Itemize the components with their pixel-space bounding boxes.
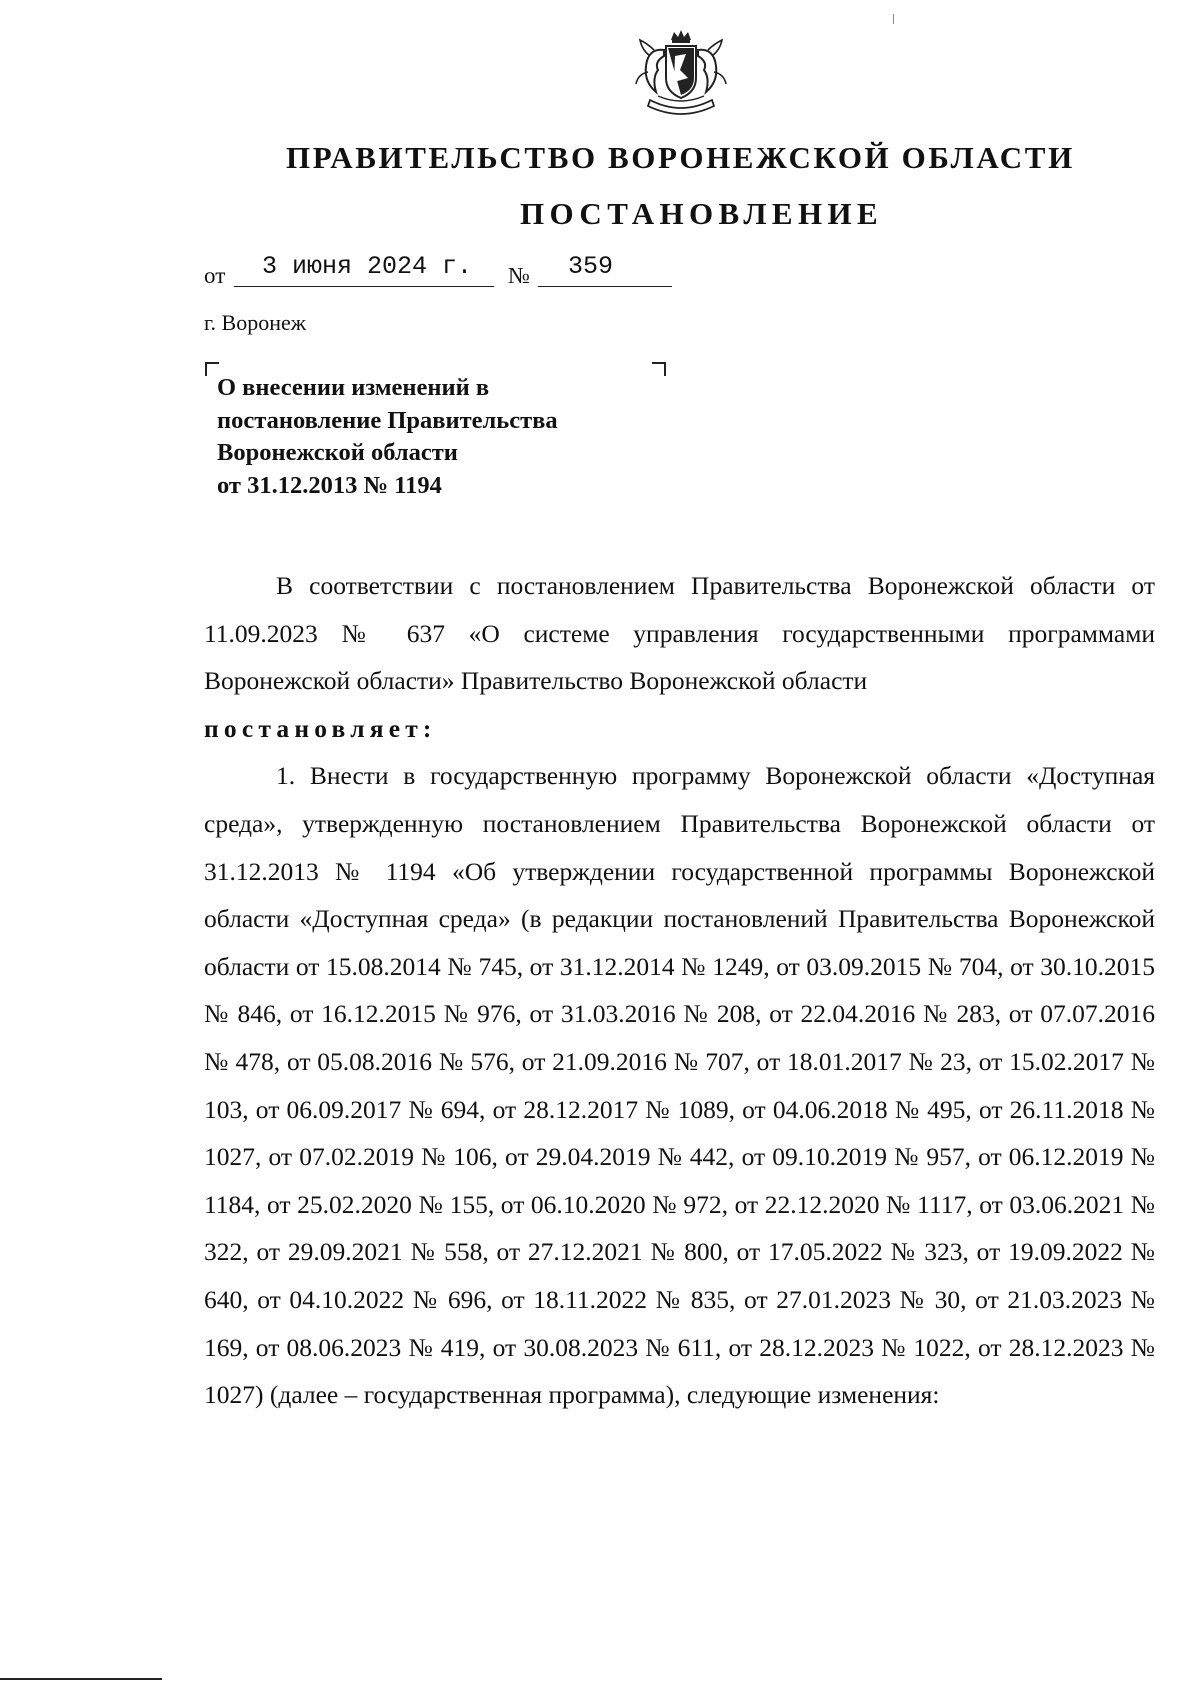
subject-line: от 31.12.2013 № 1194 [217, 471, 442, 499]
preamble-paragraph [204, 562, 1155, 752]
city-label: г. Воронеж [204, 310, 306, 335]
footer-rule [0, 1678, 162, 1680]
preamble-text: В соответствии с постановлением Правительства Воронежской области от 11.09.2023 № 637 «О системе управления государственными программами Воронежской области» Правительство Воронежской области [204, 571, 1155, 696]
number-underline [538, 286, 672, 287]
subject-line: О внесении изменений в [217, 374, 490, 401]
number-label: № [508, 263, 530, 288]
document-body [204, 562, 1155, 1419]
document-date: 3 июня 2024 г. [262, 252, 473, 281]
document-number: 359 [568, 252, 614, 281]
decree-word: постановляет: [204, 713, 437, 743]
document-subject [217, 372, 677, 502]
organization-title: ПРАВИТЕЛЬСТВО ВОРОНЕЖСКОЙ ОБЛАСТИ [286, 140, 1075, 175]
subject-line: Воронежской области [217, 439, 458, 466]
date-prefix-label: от [204, 263, 226, 288]
coat-of-arms-icon [628, 26, 734, 126]
subject-line: постановление Правительства [217, 406, 558, 434]
document-type-title: ПОСТАНОВЛЕНИЕ [520, 196, 884, 231]
date-underline [234, 286, 494, 287]
scan-mark [893, 14, 894, 24]
item-1-paragraph: 1. Внести в государственную программу Воронежской области «Доступная среда», утвержденную постановлением Правительства Воронежской области от 31.12.2013 № 1194 «Об утверждении государственной программы Воронежской области «Доступная среда» (в редакции постановлений Правительства Воронежской области от 15.08.2014 № 745, от 31.12.2014 № 1249, от 03.09.2015 № 704, от 30.10.2015 № 846, от 16.12.2015 № 976, от 31.03.2016 № 208, от 22.04.2016 № 283, от 07.07.2016 № 478, от 05.08.2016 № 576, от 21.09.2016 № 707, от 18.01.2017 № 23, от 15.02.2017 № 103, от 06.09.2017 № 694, от 28.12.2017 № 1089, от 04.06.2018 № 495, от 26.11.2018 № 1027, от 07.02.2019 № 106, от 29.04.2019 № 442, от 09.10.2019 № 957, от 06.12.2019 № 1184, от 25.02.2020 № 155, от 06.10.2020 № 972, от 22.12.2020 № 1117, от 03.06.2021 № 322, от 29.09.2021 № 558, от 27.12.2021 № 800, от 17.05.2022 № 323, от 19.09.2022 № 640, от 04.10.2022 № 696, от 18.11.2022 № 835, от 27.01.2023 № 30, от 21.03.2023 № 169, от 08.06.2023 № 419, от 30.08.2023 № 611, от 28.12.2023 № 1022, от 28.12.2023 № 1027) (далее – государственная программа), следующие изменения: [204, 761, 1155, 1410]
